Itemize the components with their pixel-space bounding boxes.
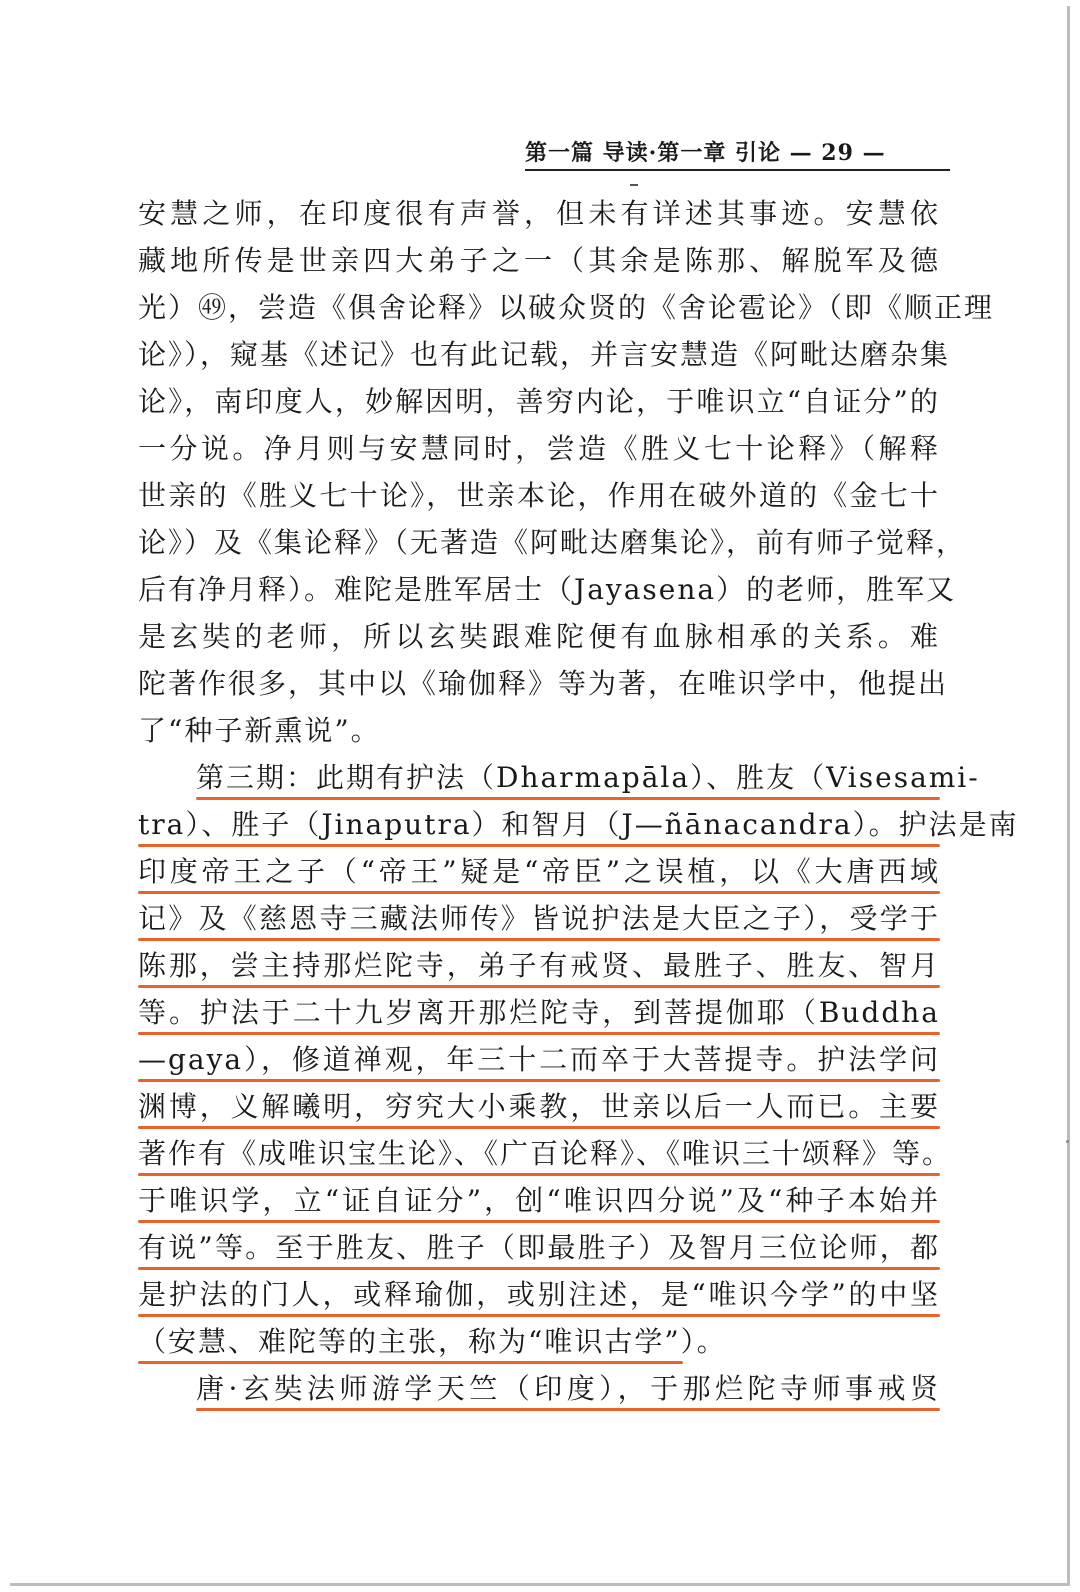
highlighted-line: tra）、胜子（Jinaputra）和智月（J—ñānacandra）。护法是南 xyxy=(138,801,940,848)
text-line: 论》），窥基《述记》也有此记载，并言安慧造《阿毗达磨杂集 xyxy=(138,338,951,371)
text-line: 论》）及《集论释》（无著造《阿毗达磨集论》，前有师子觉释， xyxy=(138,526,967,559)
text-line: 论》，南印度人，妙解因明，善穷内论，于唯识立“自证分”的 xyxy=(138,385,940,418)
running-header: 第一篇 导读·第一章 引论 — 29 — xyxy=(525,140,886,166)
scan-speck xyxy=(1066,1140,1069,1143)
highlighted-line: 是护法的门人，或释瑜伽，或别注述，是“唯识今学”的中坚 xyxy=(138,1271,940,1318)
text-line: 了“种子新熏说”。 xyxy=(138,714,381,747)
text-line: 光）㊾，尝造《俱舍论释》以破众贤的《舍论雹论》（即《顺正理 xyxy=(138,291,995,324)
text-line: 安慧之师，在印度很有声誉，但未有详述其事迹。安慧依 xyxy=(138,197,940,230)
text-line: 藏地所传是世亲四大弟子之一（其余是陈那、解脱军及德 xyxy=(138,244,940,277)
text-line: 陀著作很多，其中以《瑜伽释》等为著，在唯识学中，他提出 xyxy=(138,667,949,700)
highlighted-line: 有说”等。至于胜友、胜子（即最胜子）及智月三位论师，都 xyxy=(138,1224,940,1271)
highlighted-line: 唐·玄奘法师游学天竺（印度），于那烂陀寺师事戒贤 xyxy=(138,1365,940,1412)
highlighted-line: 渊博，义解曦明，穷究大小乘教，世亲以后一人而已。主要 xyxy=(138,1083,940,1130)
header-rule xyxy=(525,169,950,171)
stray-mark xyxy=(630,184,638,186)
highlighted-line: 记》及《慈恩寺三藏法师传》皆说护法是大臣之子），受学于 xyxy=(138,895,940,942)
highlighted-line: 陈那，尝主持那烂陀寺，弟子有戒贤、最胜子、胜友、智月 xyxy=(138,942,940,989)
body-text xyxy=(138,190,1019,1412)
highlighted-line: 印度帝王之子（“帝王”疑是“帝臣”之误植，以《大唐西域 xyxy=(138,848,940,895)
text-line: 一分说。净月则与安慧同时，尝造《胜义七十论释》（解释 xyxy=(138,432,940,465)
highlighted-line: —gaya），修道禅观，年三十二而卒于大菩提寺。护法学问 xyxy=(138,1036,940,1083)
text-line: 后有净月释）。难陀是胜军居士（Jayasena）的老师，胜军又 xyxy=(138,573,957,606)
highlighted-line: 于唯识学，立“证自证分”，创“唯识四分说”及“种子本始并 xyxy=(138,1177,940,1224)
text-line: 世亲的《胜义七十论》，世亲本论，作用在破外道的《金七十 xyxy=(138,479,940,512)
highlighted-line: 等。护法于二十九岁离开那烂陀寺，到菩提伽耶（Buddha xyxy=(138,989,940,1036)
text-line: 是玄奘的老师，所以玄奘跟难陀便有血脉相承的关系。难 xyxy=(138,620,940,653)
highlighted-line: 第三期：此期有护法（Dharmapāla）、胜友（Visesami- xyxy=(138,754,940,801)
highlighted-line: （安慧、难陀等的主张，称为“唯识古学”）。 xyxy=(138,1318,940,1365)
highlighted-line: 著作有《成唯识宝生论》、《广百论释》、《唯识三十颂释》等。 xyxy=(138,1130,940,1177)
